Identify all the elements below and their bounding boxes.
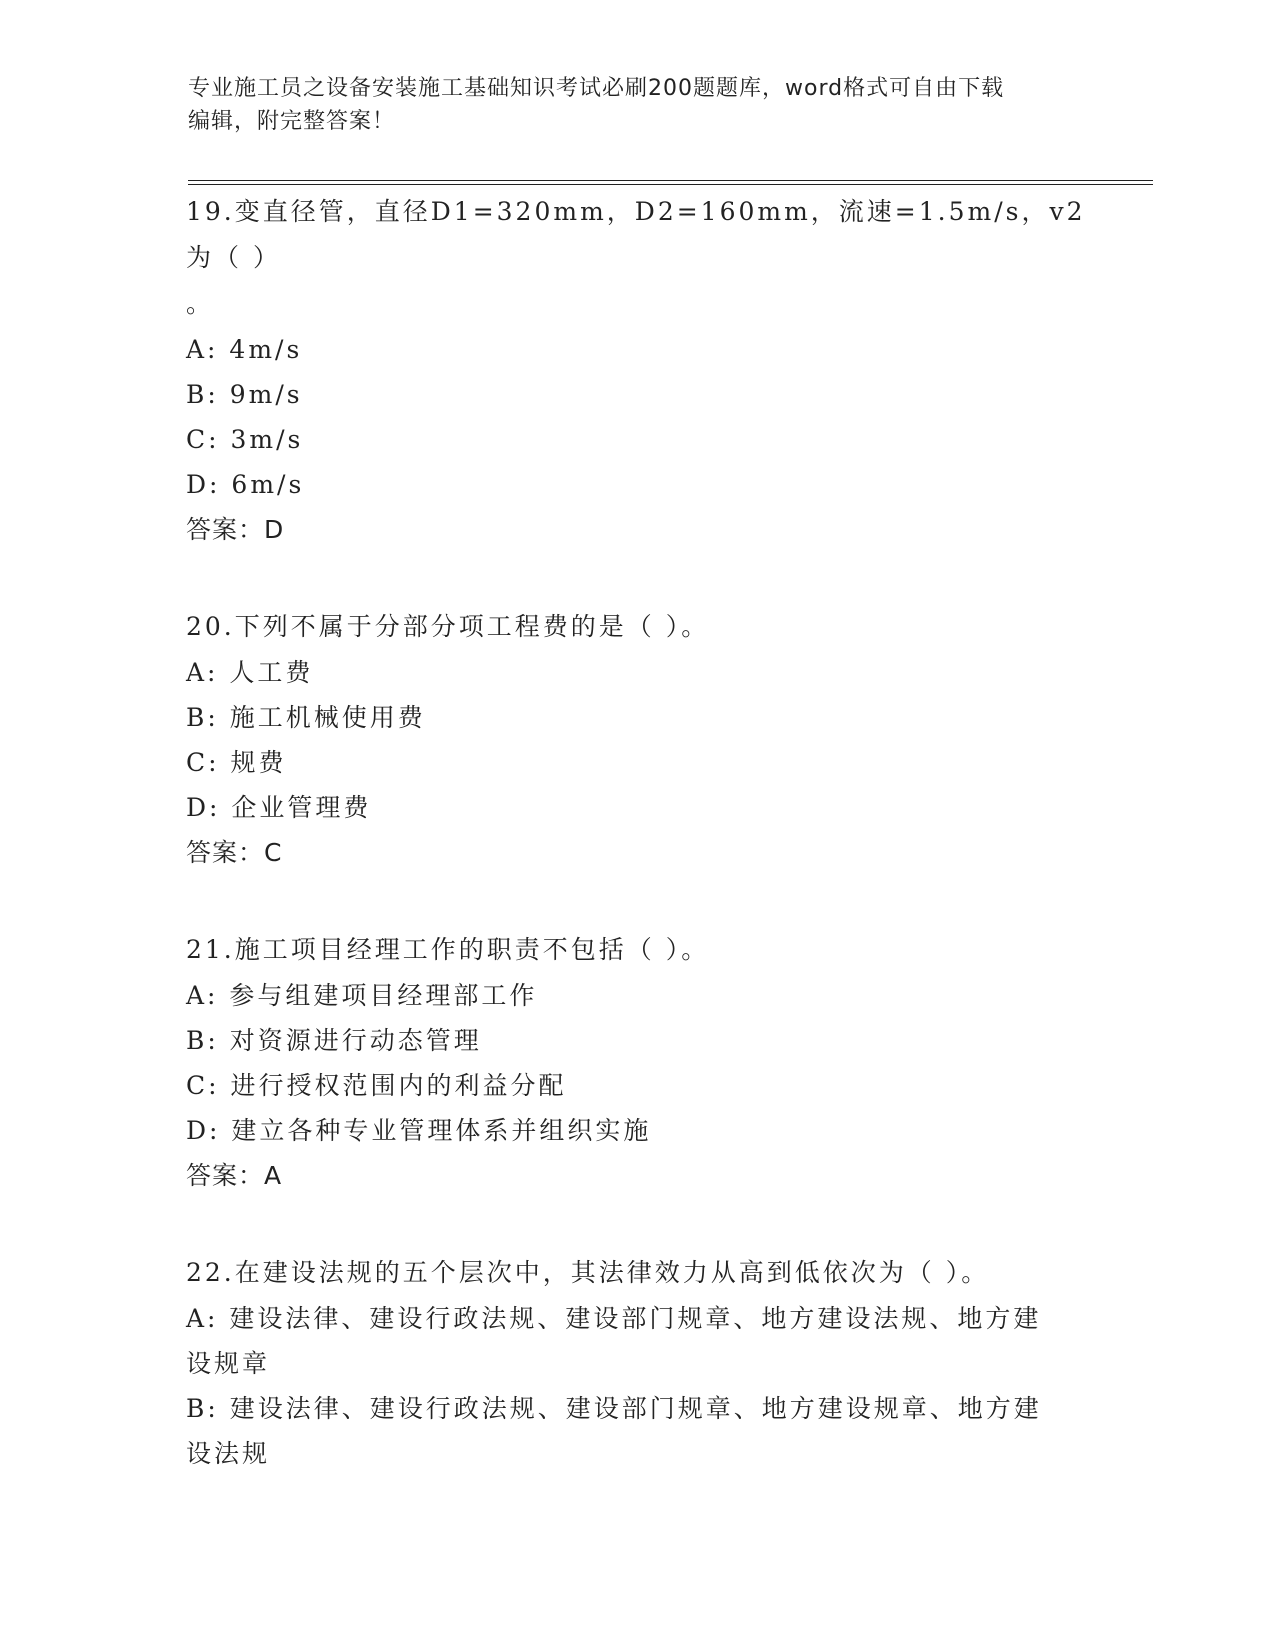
option-a: A: 建设法律、建设行政法规、建设部门规章、地方建设法规、地方建 [186, 1304, 1042, 1333]
option-a: A: 参与组建项目经理部工作 [186, 981, 538, 1010]
question-stem: 21.施工项目经理工作的职责不包括（ ）。 [186, 935, 710, 964]
answer: 答案：C [186, 838, 283, 867]
option-c: C: 3m/s [186, 425, 304, 454]
question-21 [186, 927, 1086, 1199]
question-stem: 20.下列不属于分部分项工程费的是（ ）。 [186, 612, 710, 641]
header-divider-bottom [188, 184, 1153, 185]
question-22 [186, 1250, 1086, 1476]
option-b: B: 建设法律、建设行政法规、建设部门规章、地方建设规章、地方建 [186, 1394, 1042, 1423]
option-a: A: 4m/s [186, 335, 303, 364]
option-b: B: 对资源进行动态管理 [186, 1026, 482, 1055]
option-c: C: 进行授权范围内的利益分配 [186, 1071, 567, 1100]
document-header [188, 72, 1088, 138]
header-divider-top [188, 180, 1153, 181]
answer: 答案：A [186, 1161, 283, 1190]
option-d: D: 建立各种专业管理体系并组织实施 [186, 1116, 652, 1145]
option-b: B: 9m/s [186, 380, 303, 409]
option-b: B: 施工机械使用费 [186, 703, 426, 732]
question-19 [186, 189, 1086, 553]
header-line-2: 编辑，附完整答案！ [188, 109, 396, 134]
option-d: D: 企业管理费 [186, 793, 372, 822]
answer: 答案：D [186, 515, 285, 544]
question-20 [186, 604, 1086, 876]
question-list [186, 189, 1086, 1476]
option-c: C: 规费 [186, 748, 287, 777]
question-stem: 22.在建设法规的五个层次中，其法律效力从高到低依次为（ ）。 [186, 1258, 990, 1287]
question-stem-continuation: 。 [186, 289, 215, 318]
option-b-continuation: 设法规 [186, 1439, 271, 1468]
header-line-1: 专业施工员之设备安装施工基础知识考试必刷200题题库，word格式可自由下载 [188, 76, 1005, 101]
option-a-continuation: 设规章 [186, 1349, 271, 1378]
option-a: A: 人工费 [186, 658, 314, 687]
question-stem: 19.变直径管，直径D1=320mm，D2=160mm，流速=1.5m/s，v2为（ ） [186, 197, 1086, 272]
option-d: D: 6m/s [186, 470, 305, 499]
